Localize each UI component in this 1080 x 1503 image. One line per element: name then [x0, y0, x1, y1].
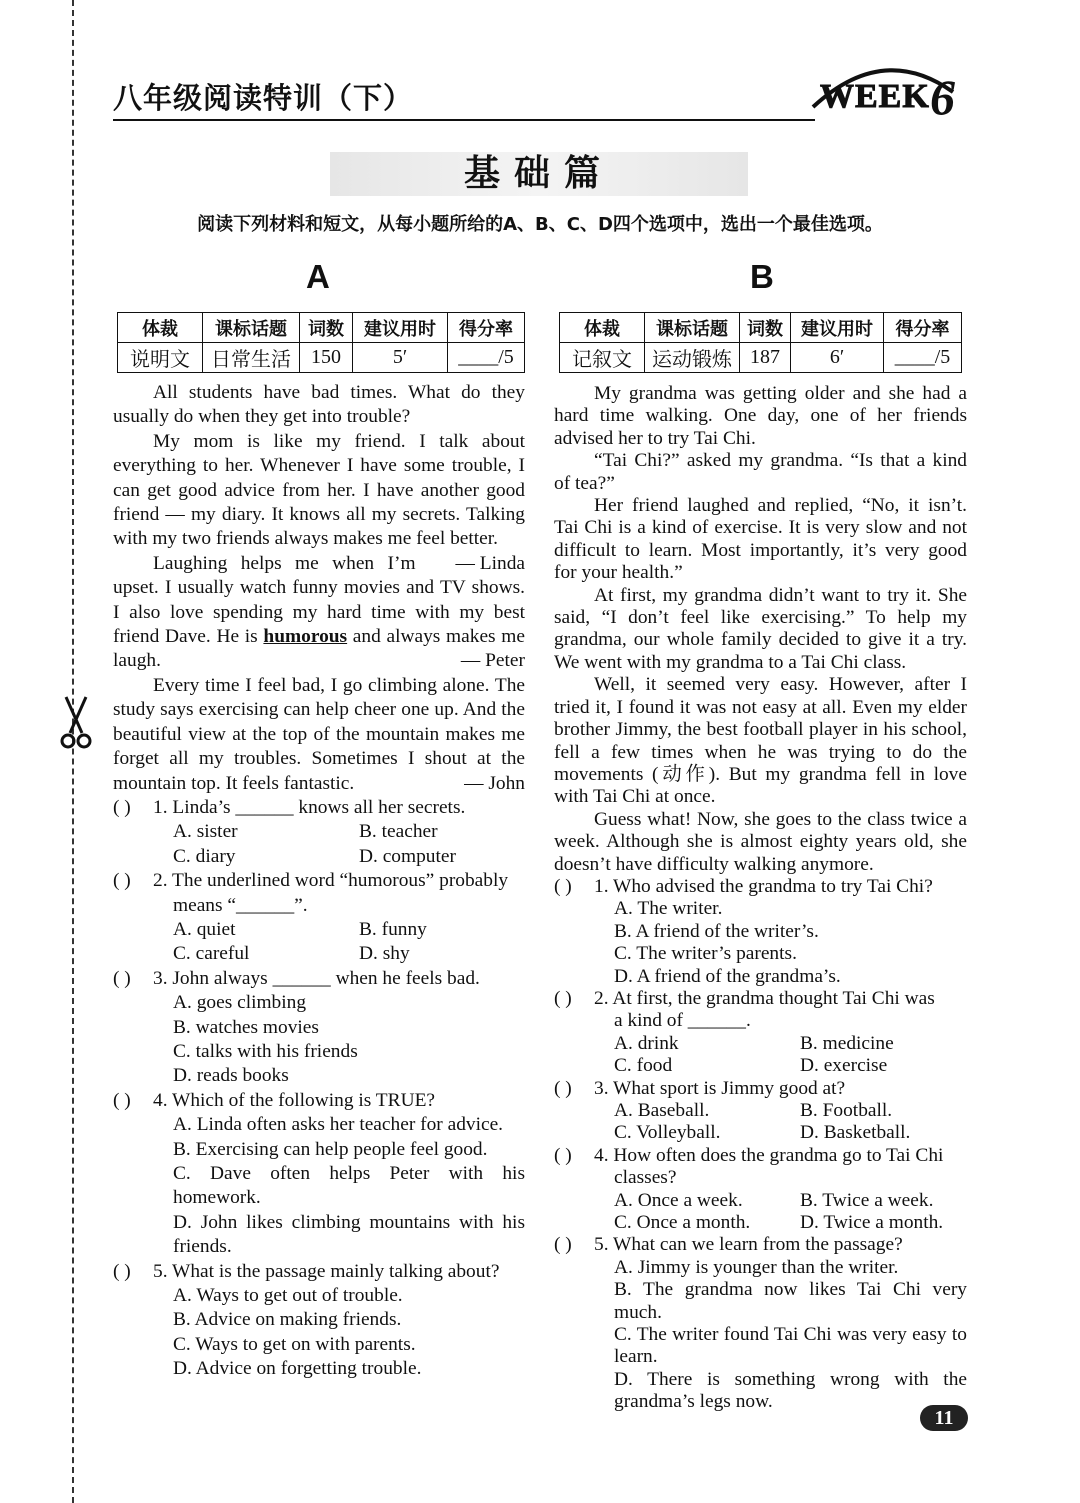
question-1: ( ) 1. Linda’s ______ knows all her secrets. A. sister B. teacher C. diary D. computer [113, 796, 525, 869]
section-b-letter: B [750, 258, 774, 295]
book-title: 八年级阅读特训（下） [113, 81, 414, 115]
answer-bracket[interactable]: ( ) [554, 1077, 572, 1099]
page-number: 11 [920, 1405, 968, 1431]
table-cell: 187 [740, 343, 791, 373]
option: C. diary [173, 845, 236, 867]
table-cell: 6′ [791, 343, 884, 373]
section-a-passage [113, 381, 525, 1382]
signature: — Peter [460, 650, 525, 672]
option: C. The writer’s parents. [614, 943, 797, 965]
signature: — John [464, 772, 525, 794]
option: C. The writer found Tai Chi was very easy to learn. [614, 1324, 967, 1368]
option: B. Football. [800, 1100, 893, 1121]
section-banner: 基础篇 [330, 152, 748, 196]
option: B. watches movies [173, 1016, 319, 1038]
option: B. A friend of the writer’s. [614, 920, 819, 942]
paragraph: Well, it seemed very easy. However, after I tried it, I found it was not easy at all. Even my elder brother Jimmy, the best football player in his school, fell a few times when he was trying to do the movements (动作). But my grandma fell in love with Tai Chi at once. [554, 674, 967, 808]
option: D. reads books [173, 1065, 289, 1087]
option: B. Twice a week. [800, 1189, 934, 1211]
option: D. Advice on forgetting trouble. [173, 1358, 422, 1380]
option: C. careful [173, 943, 250, 965]
option: B. Exercising can help people feel good. [173, 1138, 488, 1160]
option: B. teacher [359, 821, 438, 843]
question-4: ( ) 4. Which of the following is TRUE? A. Linda often asks her teacher for advice. B. Exercising can help people feel good. C. Dave often helps Peter with his homework. D. John likes climbing mountains with his friends. [113, 1089, 525, 1260]
paragraph: “Tai Chi?” asked my grandma. “Is that a kind of tea?” [554, 450, 967, 494]
option: B. Advice on making friends. [173, 1309, 402, 1331]
answer-bracket[interactable]: ( ) [554, 1144, 572, 1166]
section-a-info-table [117, 312, 525, 373]
table-header: 建议用时 [353, 313, 448, 343]
table-cell: 日常生活 [203, 343, 300, 373]
answer-bracket[interactable]: ( ) [113, 870, 131, 892]
paragraph: My mom is like my friend. I talk about everything to her. Whenever I have some trouble, I can get good advice from her. I have another good friend — my diary. It knows all my secrets. Talking with my two friends always makes me feel better. — Linda [113, 430, 525, 552]
question-3: ( ) 3. What sport is Jimmy good at? A. Baseball. B. Football. C. Volleyball. D. Basketball. [554, 1077, 911, 1144]
section-a-letter: A [306, 258, 330, 295]
option: D. Twice a month. [800, 1212, 944, 1234]
option: D. John likes climbing mountains with his friends. [173, 1211, 525, 1258]
answer-bracket[interactable]: ( ) [113, 1089, 131, 1111]
table-header: 词数 [740, 313, 791, 343]
paragraph: At first, my grandma didn’t want to try it. She said, “I don’t feel like exercising.” To help my grandma, our whole family decided to give it a try. We went with my grandma to a Tai Chi class. [554, 584, 967, 673]
question-1: ( ) 1. Who advised the grandma to try Tai Chi? A. The writer. B. A friend of the writer’s. C. The writer’s parents. D. A friend of the grandma’s. [554, 876, 967, 988]
week-number: 6 [930, 69, 955, 125]
table-header: 体裁 [560, 313, 645, 343]
answer-bracket[interactable]: ( ) [554, 987, 572, 1009]
option: D. shy [359, 943, 410, 965]
paragraph: All students have bad times. What do they usually do when they get into trouble? [113, 382, 525, 428]
option: D. A friend of the grandma’s. [614, 965, 841, 987]
table-header: 建议用时 [791, 313, 884, 343]
instruction: 阅读下列材料和短文，从每小题所给的A、B、C、D四个选项中，选出一个最佳选项。 [197, 214, 883, 235]
table-cell: ____/5 [448, 343, 525, 373]
option: A. Linda often asks her teacher for advice. [173, 1114, 504, 1136]
option: A. Ways to get out of trouble. [173, 1285, 403, 1307]
answer-bracket[interactable]: ( ) [554, 1234, 572, 1256]
paragraph: Laughing helps me when I’m upset. I usually watch funny movies and TV shows. I also love spending my hard time with my best friend Dave. He is humorous and always makes me laugh. — Peter [113, 552, 525, 674]
answer-bracket[interactable]: ( ) [113, 1260, 131, 1282]
table-header: 课标话题 [645, 313, 740, 343]
option: A. Baseball. [614, 1100, 710, 1121]
paragraph: Every time I feel bad, I go climbing alone. The study says exercising can help cheer one up. And the beautiful view at the top of the mountain makes me forget all my troubles. Sometimes I shout at the mountain top. It feels fantastic. — John [113, 674, 525, 796]
option: C. food [614, 1055, 673, 1077]
section-b-info-table [559, 312, 962, 373]
table-header: 词数 [300, 313, 353, 343]
table-header: 得分率 [884, 313, 962, 343]
option: C. Ways to get on with parents. [173, 1333, 416, 1355]
table-header: 体裁 [118, 313, 203, 343]
table-cell: 记叙文 [560, 343, 645, 373]
table-header: 课标话题 [203, 313, 300, 343]
scissors-icon [60, 695, 92, 751]
option: A. drink [614, 1032, 679, 1054]
option: A. Once a week. [614, 1189, 743, 1211]
option: A. Jimmy is younger than the writer. [614, 1256, 899, 1278]
option: D. Basketball. [800, 1122, 911, 1144]
underlined-word: humorous [263, 626, 348, 648]
question-2: ( ) 2. At first, the grandma thought Tai Chi was a kind of ______. A. drink B. medicine C. food D. exercise [554, 987, 935, 1077]
table-cell: 150 [300, 343, 353, 373]
paragraph: Guess what! Now, she goes to the class twice a week. Although she is almost eighty years old, she doesn’t have difficulty walking anymore. [554, 808, 967, 875]
option: A. goes climbing [173, 992, 307, 1014]
question-5: ( ) 5. What is the passage mainly talking about? A. Ways to get out of trouble. B. Advice on making friends. C. Ways to get on with parents. D. Advice on forgetting trouble. [113, 1260, 525, 1382]
header-rule [113, 119, 815, 121]
option: C. talks with his friends [173, 1040, 358, 1062]
paragraph: Her friend laughed and replied, “No, it isn’t. Tai Chi is a kind of exercise. It is very slow and not difficult to learn. Most importantly, it’s very good for your health.” [554, 495, 967, 584]
option: D. There is something wrong with the grandma’s legs now. [614, 1368, 967, 1413]
option: D. computer [359, 845, 456, 867]
paragraph: My grandma was getting older and she had a hard time walking. One day, one of her friends advised her to try Tai Chi. [554, 383, 967, 449]
option: B. funny [359, 918, 427, 940]
answer-bracket[interactable]: ( ) [554, 875, 572, 897]
option: C. Dave often helps Peter with his homework. [173, 1163, 525, 1209]
question-3: ( ) 3. John always ______ when he feels bad. A. goes climbing B. watches movies C. talks with his friends D. reads books [113, 967, 525, 1089]
table-cell: ____/5 [884, 343, 962, 373]
table-cell: 5′ [353, 343, 448, 373]
signature: — Linda [455, 552, 525, 574]
table-cell: 说明文 [118, 343, 203, 373]
table-header: 得分率 [448, 313, 525, 343]
week-label: WEEK [820, 78, 930, 115]
answer-bracket[interactable]: ( ) [113, 967, 131, 989]
option: A. quiet [173, 918, 236, 940]
option: C. Volleyball. [614, 1122, 721, 1144]
option: C. Once a month. [614, 1212, 751, 1234]
option: B. medicine [800, 1032, 894, 1054]
question-5: ( ) 5. What can we learn from the passage? A. Jimmy is younger than the writer. B. The grandma now likes Tai Chi very much. C. The writer found Tai Chi was very easy to learn. D. There is something wrong with the grandma’s legs now. [554, 1234, 967, 1413]
question-2: ( ) 2. The underlined word “humorous” probably means “______”. A. quiet B. funny C. careful D. shy [113, 869, 525, 967]
table-cell: 运动锻炼 [645, 343, 740, 373]
option: A. The writer. [614, 898, 723, 920]
answer-bracket[interactable]: ( ) [113, 796, 131, 818]
question-4: ( ) 4. How often does the grandma go to Tai Chi classes? A. Once a week. B. Twice a week. C. Once a month. D. Twice a month. [554, 1144, 944, 1234]
section-b-passage [554, 383, 967, 1414]
option: D. exercise [800, 1055, 888, 1077]
option: B. The grandma now likes Tai Chi very much. [614, 1279, 967, 1323]
option: A. sister [173, 821, 238, 843]
